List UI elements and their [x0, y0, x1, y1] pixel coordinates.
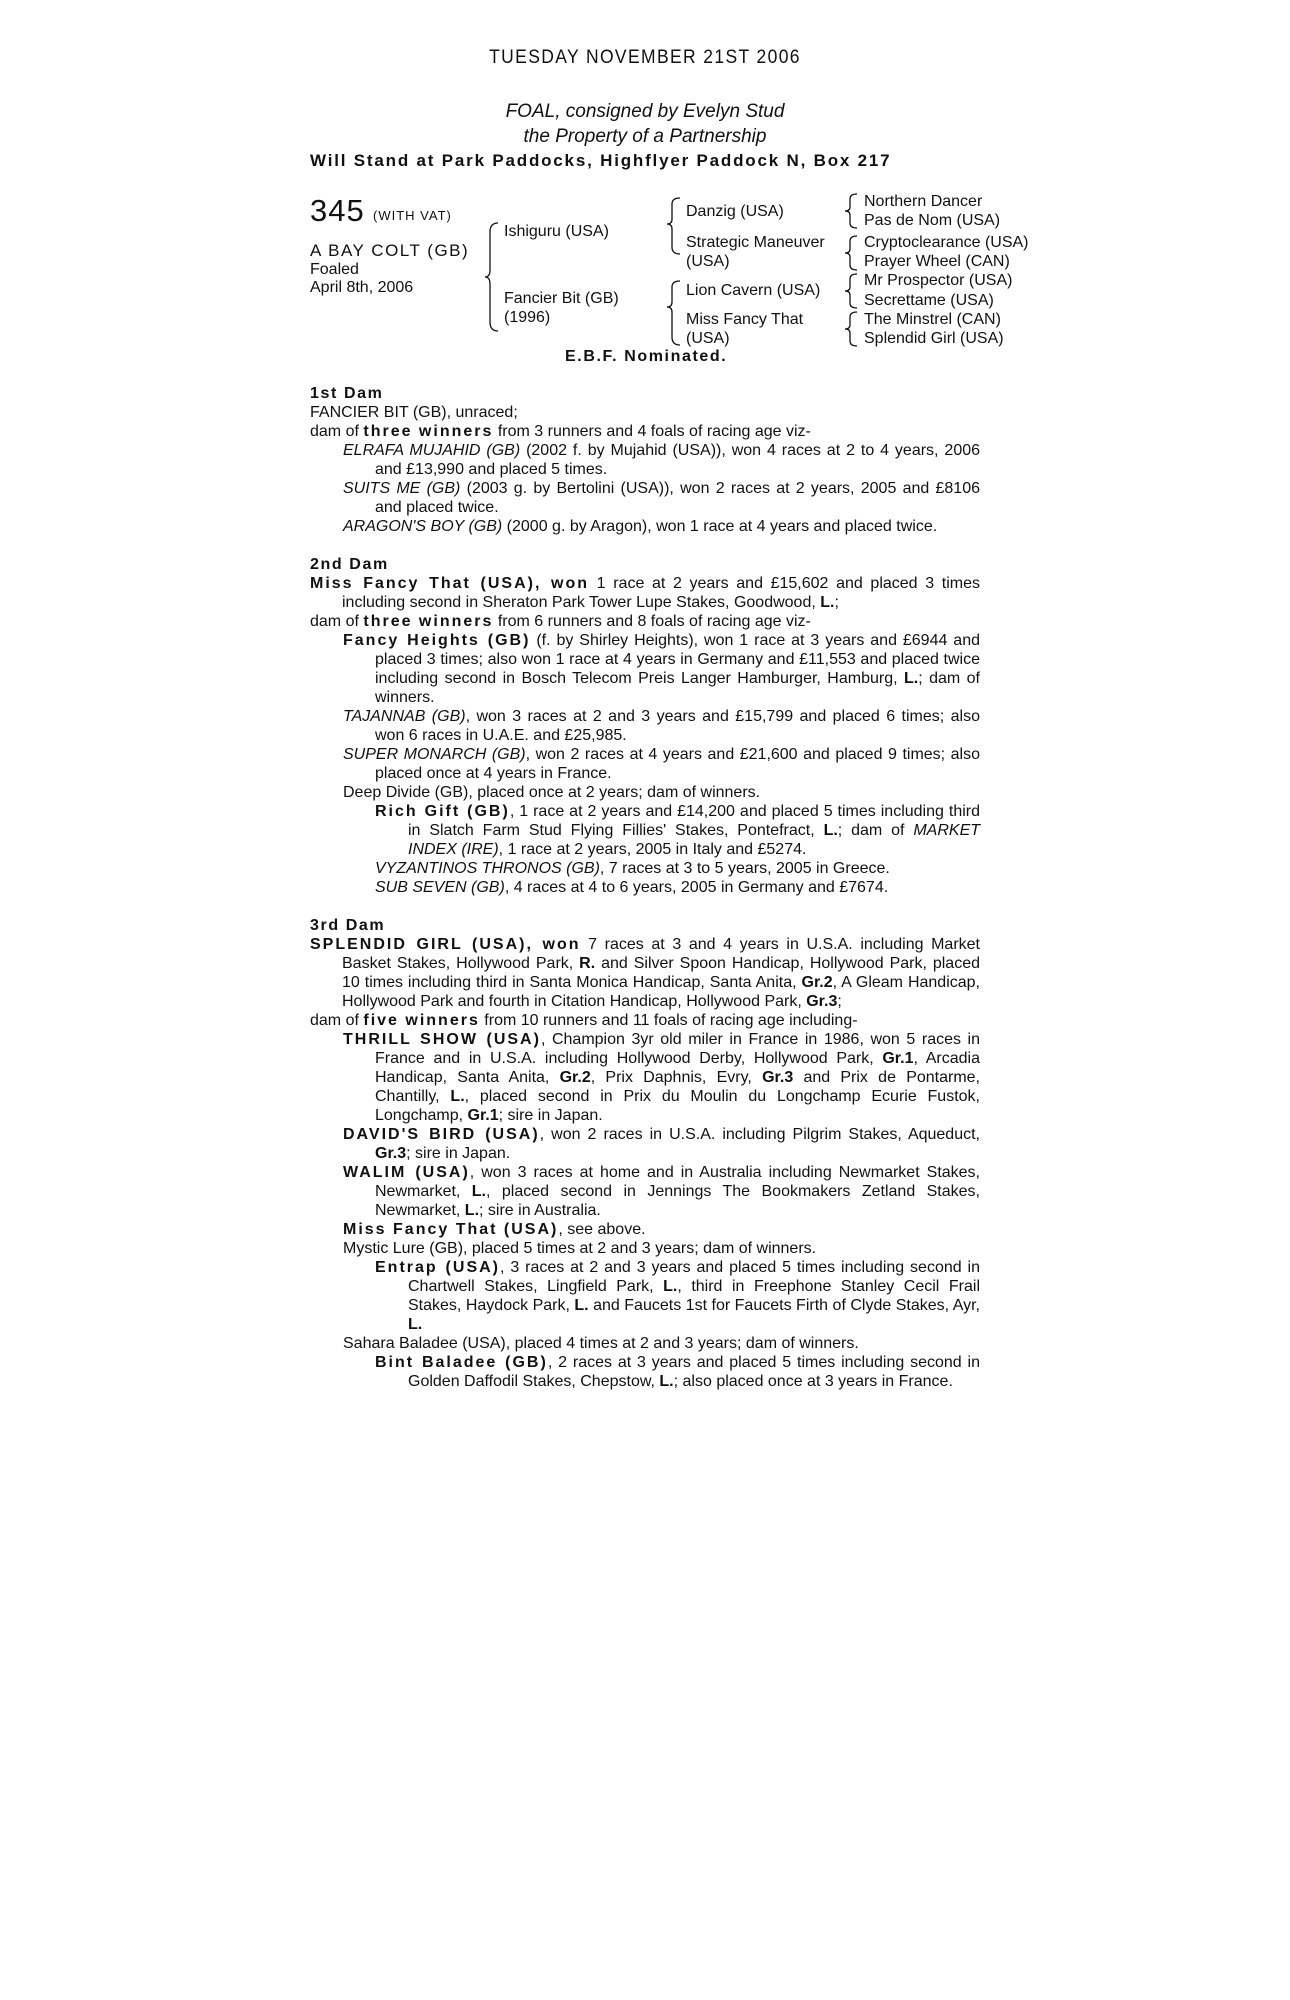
produce-entry: Fancy Heights (GB) (f. by Shirley Heights), won 1 race at 3 years and £6944 and placed 3 times; also won 1 race at 4 years in Germany and £11,553 and placed twice including second in Bosch Telecom Preis Langer Hamburger, Hamburg, L.; dam of winners. — [343, 632, 980, 706]
produce-entry: SUPER MONARCH (GB), won 2 races at 4 years and £21,600 and placed 9 times; also placed once at 4 years in France. — [343, 746, 980, 782]
section-title: 2nd Dam — [310, 556, 389, 573]
first-dam-section — [310, 384, 980, 536]
produce-entry: WALIM (USA), won 3 races at home and in Australia including Newmarket Stakes, Newmarket, L., placed second in Jennings The Bookmakers Zetland Stakes, Newmarket, L.; sire in Australia. — [343, 1164, 981, 1219]
produce-entry: Miss Fancy That (USA), see above. — [343, 1221, 646, 1238]
pedigree-bracket — [670, 280, 682, 348]
sire-sire-sire: Northern Dancer — [864, 193, 983, 210]
pedigree-bracket — [847, 311, 859, 349]
produce-entry: ELRAFA MUJAHID (GB) (2002 f. by Mujahid (USA)), won 4 races at 2 to 4 years, 2006 and £13,990 and placed 5 times. — [343, 442, 981, 478]
foaled-label: Foaled — [310, 261, 359, 278]
section-title: 3rd Dam — [310, 917, 386, 934]
foaled-date: April 8th, 2006 — [310, 279, 414, 296]
sire-dam-dam: Prayer Wheel (CAN) — [864, 253, 1010, 270]
section-title: 1st Dam — [310, 385, 384, 402]
dam: Fancier Bit (GB) — [504, 290, 619, 307]
dam-sire: Lion Cavern (USA) — [686, 282, 821, 299]
ebf-nominated: E.B.F. Nominated. — [565, 348, 728, 365]
consignor-line: FOAL, consigned by Evelyn Stud — [505, 101, 785, 122]
dam-dam: Miss Fancy That — [686, 311, 804, 328]
pedigree-bracket — [847, 273, 859, 311]
produce-entry: THRILL SHOW (USA), Champion 3yr old miler in France in 1986, won 5 races in France and in U.S.A. including Hollywood Derby, Hollywood Park, Gr.1, Arcadia Handicap, Santa Anita, Gr.2, Prix Daphnis, Evry, Gr.3 and Prix de Pontarme, Chantilly, L., placed second in Prix du Moulin du Longchamp Ecurie Fustok, Longchamp, Gr.1; sire in Japan. — [343, 1031, 981, 1124]
dam-sire-dam: Secrettame (USA) — [864, 292, 994, 309]
pedigree-bracket — [488, 222, 500, 332]
sire: Ishiguru (USA) — [504, 223, 609, 240]
produce-summary: dam of three winners from 6 runners and 8 foals of racing age viz- — [310, 613, 811, 630]
dam-line: Miss Fancy That (USA), won 1 race at 2 years and £15,602 and placed 3 times including second in Sheraton Park Tower Lupe Stakes, Goodwood, L.; — [310, 575, 980, 611]
produce-summary: dam of five winners from 10 runners and 11 foals of racing age including- — [310, 1012, 858, 1029]
grand-produce-entry: Entrap (USA), 3 races at 2 and 3 years and placed 5 times including second in Chartwell Stakes, Lingfield Park, L., third in Freephone Stanley Cecil Frail Stakes, Haydock Park, L. and Faucets 1st for Faucets Firth of Clyde Stakes, Ayr, L. — [375, 1259, 980, 1333]
grand-produce-entry: Bint Baladee (GB), 2 races at 3 years and placed 5 times including second in Golden Daffodil Stakes, Chepstow, L.; also placed once at 3 years in France. — [375, 1354, 981, 1390]
dam-line: FANCIER BIT (GB), unraced; — [310, 404, 518, 421]
second-dam-section — [310, 555, 980, 897]
sire-sire: Danzig (USA) — [686, 203, 784, 220]
dam-foaled-year: (1996) — [504, 309, 551, 326]
produce-summary: dam of three winners from 3 runners and 4 foals of racing age viz- — [310, 423, 811, 440]
sire-dam-sire: Cryptoclearance (USA) — [864, 234, 1029, 251]
produce-entry: SUITS ME (GB) (2003 g. by Bertolini (USA)), won 2 races at 2 years, 2005 and £8106 and placed twice. — [343, 480, 981, 516]
location-line: Will Stand at Park Paddocks, Highflyer Paddock N, Box 217 — [310, 151, 892, 170]
vat-note: (WITH VAT) — [373, 208, 452, 223]
produce-record — [310, 384, 980, 1391]
sale-date: TUESDAY NOVEMBER 21ST 2006 — [489, 47, 801, 68]
sire-dam: Strategic Maneuver — [686, 234, 825, 251]
lot-description: A BAY COLT (GB) — [310, 241, 470, 260]
lot-number: 345 — [310, 193, 365, 228]
produce-entry: DAVID'S BIRD (USA), won 2 races in U.S.A. including Pilgrim Stakes, Aqueduct, Gr.3; sire in Japan. — [343, 1126, 980, 1162]
produce-entry: TAJANNAB (GB), won 3 races at 2 and 3 years and £15,799 and placed 6 times; also won 6 races in U.A.E. and £25,985. — [343, 708, 980, 744]
pedigree-bracket — [847, 193, 859, 231]
dam-sire-sire: Mr Prospector (USA) — [864, 272, 1013, 289]
sire-sire-dam: Pas de Nom (USA) — [864, 212, 1001, 229]
grand-produce-entry: SUB SEVEN (GB), 4 races at 4 to 6 years, 2005 in Germany and £7674. — [375, 879, 889, 896]
produce-entry: Sahara Baladee (USA), placed 4 times at 2 and 3 years; dam of winners. — [343, 1335, 859, 1352]
produce-entry: ARAGON'S BOY (GB) (2000 g. by Aragon), won 1 race at 4 years and placed twice. — [343, 518, 938, 535]
spacer — [310, 897, 980, 916]
sire-dam-country: (USA) — [686, 253, 730, 270]
dam-dam-dam: Splendid Girl (USA) — [864, 330, 1004, 347]
grand-produce-entry: VYZANTINOS THRONOS (GB), 7 races at 3 to 5 years, 2005 in Greece. — [375, 860, 890, 877]
produce-entry: Deep Divide (GB), placed once at 2 years; dam of winners. — [343, 784, 761, 801]
grand-produce-entry: Rich Gift (GB), 1 race at 2 years and £14,200 and placed 5 times including third in Slatch Farm Stud Flying Fillies' Stakes, Pontefract, L.; dam of MARKET INDEX (IRE), 1 race at 2 years, 2005 in Italy and £5274. — [375, 803, 981, 858]
dam-dam-sire: The Minstrel (CAN) — [864, 311, 1001, 328]
third-dam-section — [310, 916, 980, 1391]
pedigree-bracket — [670, 197, 682, 257]
spacer — [310, 536, 980, 555]
pedigree-bracket — [847, 235, 859, 273]
produce-entry: Mystic Lure (GB), placed 5 times at 2 and 3 years; dam of winners. — [343, 1240, 817, 1257]
dam-dam-country: (USA) — [686, 330, 730, 347]
property-line: the Property of a Partnership — [523, 126, 767, 147]
dam-line: SPLENDID GIRL (USA), won 7 races at 3 and 4 years in U.S.A. including Market Basket Stakes, Hollywood Park, R. and Silver Spoon Handicap, Hollywood Park, placed 10 times including third in Santa Monica Handicap, Santa Anita, Gr.2, A Gleam Handicap, Hollywood Park and fourth in Citation Handicap, Hollywood Park, Gr.3; — [310, 936, 981, 1010]
